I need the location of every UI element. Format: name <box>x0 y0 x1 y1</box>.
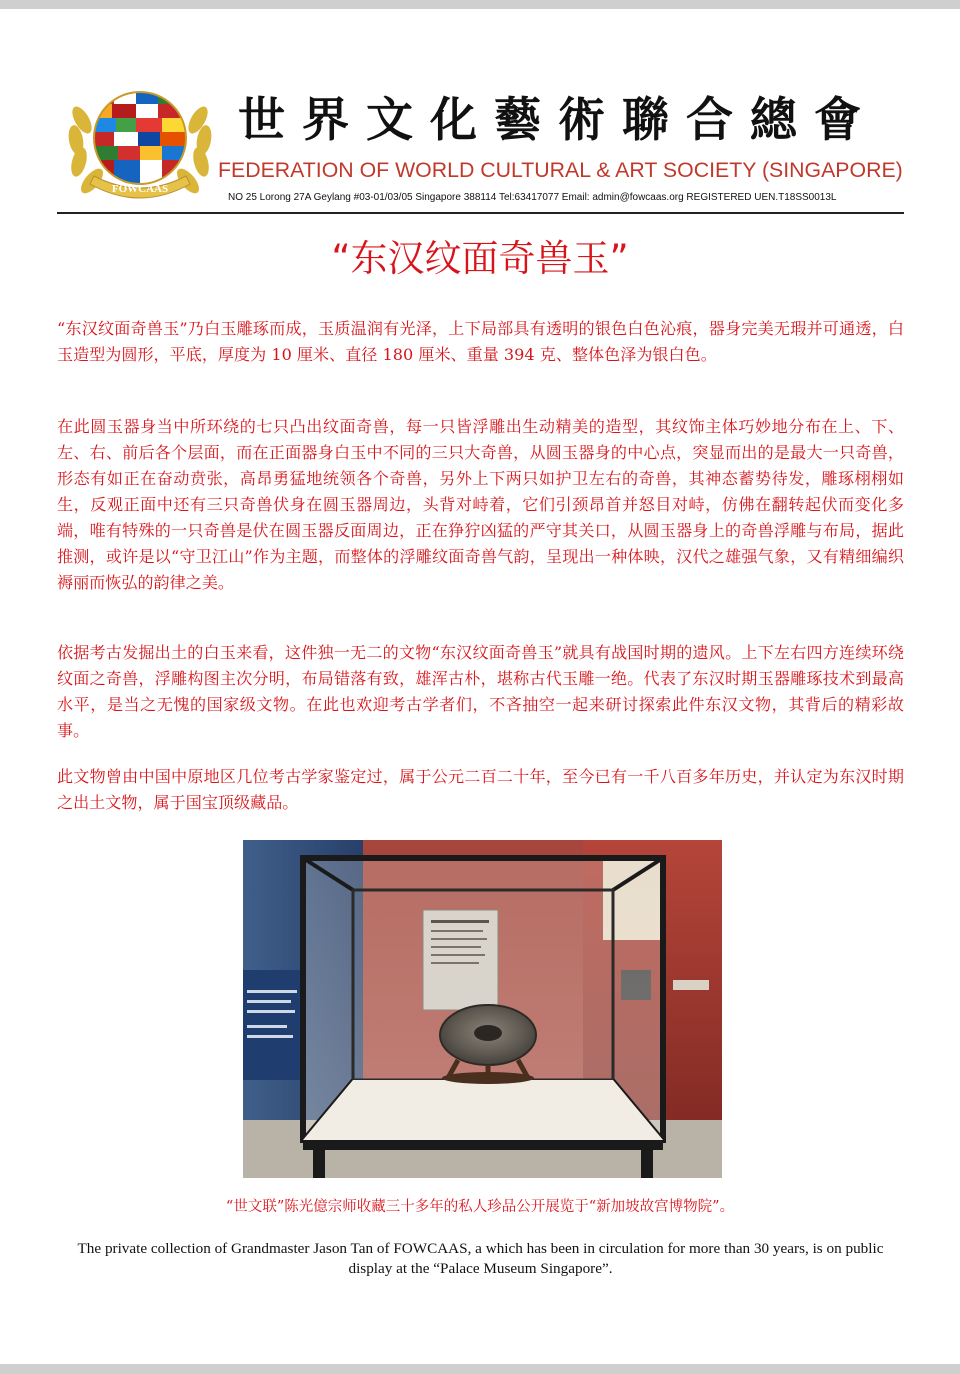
paragraph-archaeology: 依据考古发掘出土的白玉来看，这件独一无二的文物“东汉纹面奇兽玉”就具有战国时期的遗风。上下左右四方连续环绕纹面之奇兽，浮雕构图主次分明，布局错落有致，雄浑古朴，堪称古代玉雕一绝。代表了东汉时期玉器雕琢技术到最高水平，是当之无愧的国家级文物。在此也欢迎考古学者们，不吝抽空一起来研讨探索此件东汉文物，其背后的精彩故事。 <box>57 643 904 740</box>
paragraph-description: “东汉纹面奇兽玉”乃白玉雕琢而成，玉质温润有光泽，上下局部具有透明的银色白色沁痕，器身完美无瑕并可通透，白玉造型为圆形，平底，厚度为 10 厘米、直径 180 厘米、重量 394 克、整体色泽为银白色。 <box>57 319 904 364</box>
photo-caption-english: The private collection of Grandmaster Jason Tan of FOWCAAS, a which has been in circulation for more than 30 years, is on public display at the “Palace Museum Singapore”. <box>77 1240 884 1277</box>
organization-address: NO 25 Lorong 27A Geylang #03-01/03/05 Singapore 388114 Tel:63417077 Email: admin@fowcaas.org REGISTERED UEN.T18SS0013L <box>228 192 837 203</box>
globe-laurel-logo-icon <box>62 80 218 212</box>
organization-name-english: FEDERATION OF WORLD CULTURAL & ART SOCIETY (SINGAPORE) <box>218 158 903 182</box>
logo-ribbon-text: FOWCAAS <box>111 183 169 195</box>
document-title: “东汉纹面奇兽玉” <box>331 237 629 280</box>
photo-caption-chinese: “世文联”陈光億宗师收藏三十多年的私人珍品公开展览于“新加坡故宫博物院”。 <box>225 1199 735 1215</box>
page-bottom-edge <box>0 1364 960 1374</box>
page-top-edge <box>0 0 960 9</box>
jade-display-case-photo <box>243 840 722 1178</box>
fowcaas-logo <box>62 80 218 212</box>
paragraph-authentication: 此文物曾由中国中原地区几位考古学家鉴定过，属于公元二百二十年，至今已有一千八百多年历史，并认定为东汉时期之出土文物，属于国宝顶级藏品。 <box>57 767 904 812</box>
organization-name-chinese: 世界文化藝術聯合總會 <box>238 93 878 148</box>
letterhead-divider <box>57 212 904 214</box>
paragraph-carving-detail: 在此圆玉器身当中所环绕的七只凸出纹面奇兽，每一只皆浮雕出生动精美的造型，其纹饰主体巧妙地分布在上、下、左、右、前后各个层面，而在正面器身白玉中不同的三只大奇兽，从圆玉器身的中心点，突显而出的是最大一只奇兽，形态有如正在奋动贲张，高昂勇猛地统领各个奇兽，另外上下两只如护卫左右的奇兽，其神态蓄势待发，雕琢栩栩如生，反观正面中还有三只奇兽伏身在圆玉器周边，头背对峙着，它们引颈昂首并怒目对峙，仿佛在翻转起伏而变化多端，唯有特殊的一只奇兽是伏在圆玉器反面周边，正在狰狞凶猛的严守其关口，从圆玉器身上的奇兽浮雕与布局，据此推测，或许是以“守卫江山”作为主题，而整体的浮雕纹面奇兽气韵，呈现出一种体映，汉代之雄强气象，又有精细编织褥丽而恢弘的韵律之美。 <box>57 417 904 592</box>
